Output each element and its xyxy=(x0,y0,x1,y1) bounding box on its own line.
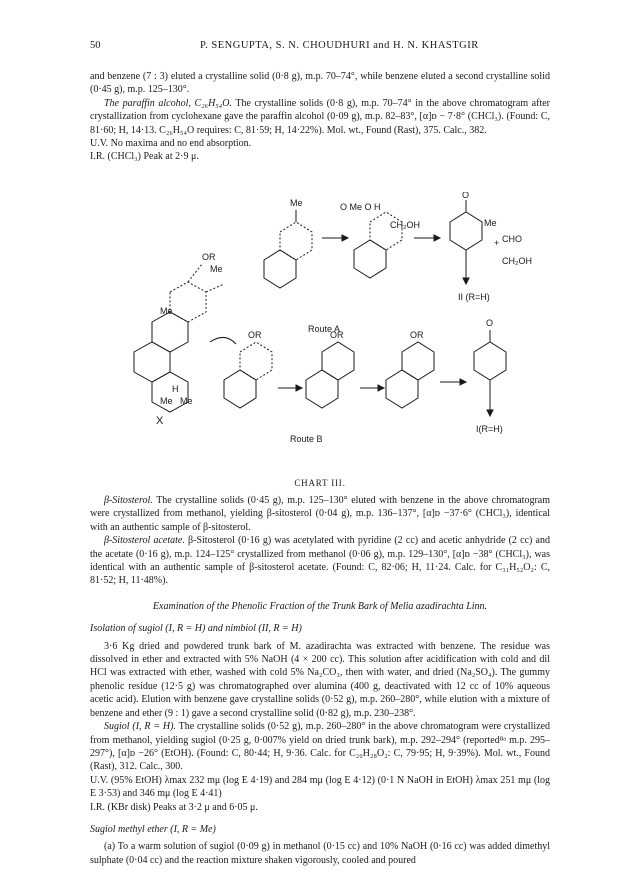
label-me-product: Me xyxy=(484,218,497,228)
label-ch2oh-b: CH₂OH xyxy=(502,256,532,266)
label-o-b: O xyxy=(486,318,494,328)
paragraph-sugiol xyxy=(90,720,550,774)
label-o-top: O xyxy=(462,192,470,200)
label-i: I(R=H) xyxy=(476,424,503,434)
label-h-x: H xyxy=(172,384,179,394)
label-ome-oh: O Me O H xyxy=(340,202,381,212)
section-heading: Examination of the Phenolic Fraction of the Trunk Bark of Melia azadirachta Linn. xyxy=(152,600,488,612)
label-ch2oh-a: CH₂OH xyxy=(390,220,420,230)
sugiol-title: Sugiol (I, R = H). xyxy=(104,721,176,733)
label-cho: CHO xyxy=(502,234,522,244)
label-or-x: OR xyxy=(202,252,216,262)
body-text-block xyxy=(90,494,550,867)
label-me-x4: Me xyxy=(180,396,193,406)
label-route-a: Route A xyxy=(308,324,341,334)
label-or-b2: OR xyxy=(330,330,344,340)
label-plus: + xyxy=(494,238,500,248)
label-or-b1: OR xyxy=(248,330,262,340)
isolation-heading: Isolation of sugiol (I, R = H) and nimbiol (II, R = H) xyxy=(90,623,302,635)
sitosterol-title: β-Sitosterol. xyxy=(104,495,153,506)
sugiol-text: The crystalline solids (0·52 g), m.p. 260–280° in the above chromatogram were crystallized from methanol, yielding sugiol (0·25 g, 0·007% yield on dried trunk bark), m.p. 292–294° (reported⁸ᵃ m.p. 295–297°), [α]ᴅ −26° (EtOH). (Found: C, 80·44; H, 9·36. Calc. for C₂₀H₂₈O₂: C, 79·95; H, 9·39%). Mol. wt., Found (Rast), 312. Calc., 300. xyxy=(90,721,551,773)
paragraph-paraffin xyxy=(90,97,550,137)
uv-line-2: U.V. (95% EtOH) λmax 232 mμ (log E 4·19) and 284 mμ (log E 4·12) (0·1 N NaOH in EtOH) λmax 251 mμ (log E 3·53) and 346 mμ (log E 4·41) xyxy=(90,774,550,800)
label-ii: II (R=H) xyxy=(458,292,490,302)
scheme-bonds xyxy=(134,200,506,416)
running-authors: P. SENGUPTA, S. N. CHOUDHURI and H. N. KHASTGIR xyxy=(200,40,479,51)
paragraph-sitosterol xyxy=(90,494,550,534)
ir-line-2: I.R. (KBr disk) Peaks at 3·2 μ and 6·05 μ. xyxy=(90,801,258,813)
page-number: 50 xyxy=(90,40,101,51)
label-x: X xyxy=(156,415,164,427)
label-me-x2: Me xyxy=(160,306,173,316)
label-me-x3: Me xyxy=(160,396,173,406)
acetate-title: β-Sitosterol acetate. xyxy=(104,535,185,547)
uv-line: U.V. No maxima and no end absorption. xyxy=(90,138,252,150)
sitosterol-text: The crystalline solids (0·45 g), m.p. 125–130° eluted with benzene in the above chromatogram were crystallized from methanol, yielding β-sitosterol (0·04 g), m.p. 136–137°, [α]ᴅ −37·6° (CHCl₃), identical with an authentic sample of β-sitosterol. xyxy=(90,495,550,533)
acetate-text: β-Sitosterol (0·16 g) was acetylated with pyridine (2 cc) and acetic anhydride (2 cc) and the acetate (0·16 g), m.p. 124–125° crystallized from methanol (0·06 g), m.p. 129–130°, [α]ᴅ −38° (CHCl₃), was identical with an authentic sample of β-sitosterol acetate. (Found: C, 82·06; H, 11·24. Calc. for C₃₁H₅₂O₂: C, 81·52; H, 11·48%). xyxy=(90,535,550,587)
paragraph-isolation: 3·6 Kg dried and powdered trunk bark of M. azadirachta was extracted with benzene. The residue was dissolved in ether and extracted with 5% NaOH (4 × 200 cc). This solution after acidification with cold and dil HCl was extracted with ether, washed with cold 5% Na₂CO₃, then with water, and dried (Na₂SO₄). The gummy phenolic residue (12·5 g) was chromatographed over alumina (400 g, deactivated with 12 cc of 10% aqueous acetic acid). Elution with benzene gave crystalline solids (0·52 g), m.p. 260–280°, while elution with a mixture of benzene and ether (9 : 1) gave a second crystalline solid (0·82 g), m.p. 230–238°. xyxy=(90,640,550,719)
label-or-b3: OR xyxy=(410,330,424,340)
label-me-x1: Me xyxy=(210,264,223,274)
paraffin-title: The paraffin alcohol, C₂₆H₅₄O. xyxy=(104,97,232,109)
paragraph-elution: and benzene (7 : 3) eluted a crystalline solid (0·8 g), m.p. 70–74°, while benzene eluted a second crystalline solid (0·45 g), m.p. 125–130°. xyxy=(90,71,550,96)
label-route-b: Route B xyxy=(290,434,323,444)
reaction-scheme xyxy=(90,192,550,480)
paragraph-acetate xyxy=(90,534,550,588)
label-me-top: Me xyxy=(290,198,303,208)
methyl-ether-heading: Sugiol methyl ether (I, R = Me) xyxy=(90,823,216,835)
paraffin-body: The crystalline solids (0·8 g), m.p. 70–74° in the above chromatogram after crystallization from cyclohexane gave the paraffin alcohol (0·09 g), m.p. 82–83°, [α]ᴅ − 7·8° (CHCl₃). (Found: C, 81·60; H, 14·13. C₂₆H₅₄O requires: C, 81·59; H, 14·22%). Mol. wt., Found (Rast), 375. Calc., 382. xyxy=(90,97,550,136)
ir-line: I.R. (CHCl₃) Peak at 2·9 μ. xyxy=(90,151,199,163)
chart-caption: CHART III. xyxy=(294,478,346,488)
top-text-block xyxy=(90,70,550,164)
paragraph-methyl-ether: (a) To a warm solution of sugiol (0·09 g) in methanol (0·15 cc) and 10% NaOH (0·16 cc) was added dimethyl sulphate (0·04 cc) and the reaction mixture shaken vigorously, cooled and poured xyxy=(90,841,550,866)
